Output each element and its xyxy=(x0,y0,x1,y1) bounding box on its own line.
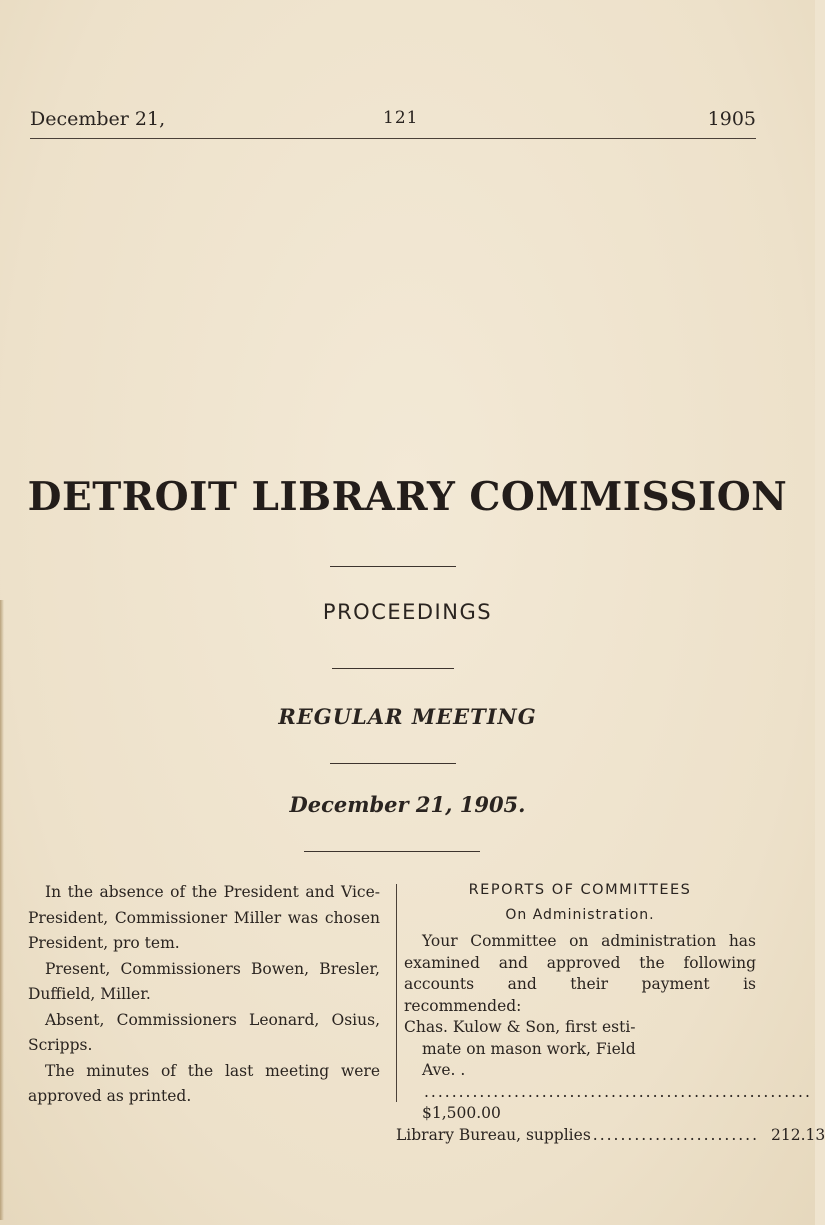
account-line: mate on mason work, Field xyxy=(422,1039,636,1058)
paragraph: Present, Commissioners Bowen, Bresler, Duffield, Miller. xyxy=(28,959,380,1003)
committee-report-text: Your Committee on administration has examined and approved the following accounts and their payment is recommended: xyxy=(404,932,756,1015)
left-column xyxy=(28,880,380,1110)
meeting-heading: REGULAR MEETING xyxy=(278,704,537,729)
paragraph: The minutes of the last meeting were approved as printed. xyxy=(28,1061,380,1105)
account-amount: $1,500.00 xyxy=(422,1104,501,1122)
reports-heading: REPORTS OF COMMITTEES xyxy=(468,882,692,898)
paragraph: Absent, Commissioners Leonard, Osius, Scripps. xyxy=(28,1010,380,1054)
divider-rule-1 xyxy=(330,566,456,567)
running-header xyxy=(30,108,756,134)
header-date: December 21, xyxy=(30,108,166,130)
account-entry xyxy=(396,1125,825,1147)
paragraph: In the absence of the President and Vice-President, Commissioner Miller was chosen President, pro tem. xyxy=(28,883,380,952)
account-amount-line xyxy=(404,1060,812,1125)
header-rule xyxy=(30,138,756,139)
dot-leader: ........................................................ xyxy=(424,1082,812,1101)
account-label: Library Bureau, supplies xyxy=(396,1125,591,1144)
account-label: Ave. . xyxy=(422,1061,466,1079)
section-heading: PROCEEDINGS xyxy=(322,600,493,624)
committee-subheading: On Administration. xyxy=(505,907,655,923)
account-amount-line xyxy=(396,1125,825,1147)
page-edge-shadow xyxy=(0,600,4,1220)
right-column xyxy=(396,880,825,1146)
page-number: 121 xyxy=(383,108,419,128)
dot-leader: ........................ xyxy=(592,1125,760,1144)
header-year: 1905 xyxy=(707,108,756,130)
document-title: DETROIT LIBRARY COMMISSION xyxy=(27,474,788,520)
divider-rule-2 xyxy=(332,668,454,669)
meeting-date: December 21, 1905. xyxy=(289,792,526,817)
divider-rule-3 xyxy=(330,763,456,764)
column-divider xyxy=(396,884,397,1102)
account-amount: 212.13 xyxy=(771,1125,825,1144)
account-line: Chas. Kulow & Son, first esti- xyxy=(404,1018,636,1036)
account-entry xyxy=(404,1017,812,1125)
divider-rule-4 xyxy=(304,851,480,852)
